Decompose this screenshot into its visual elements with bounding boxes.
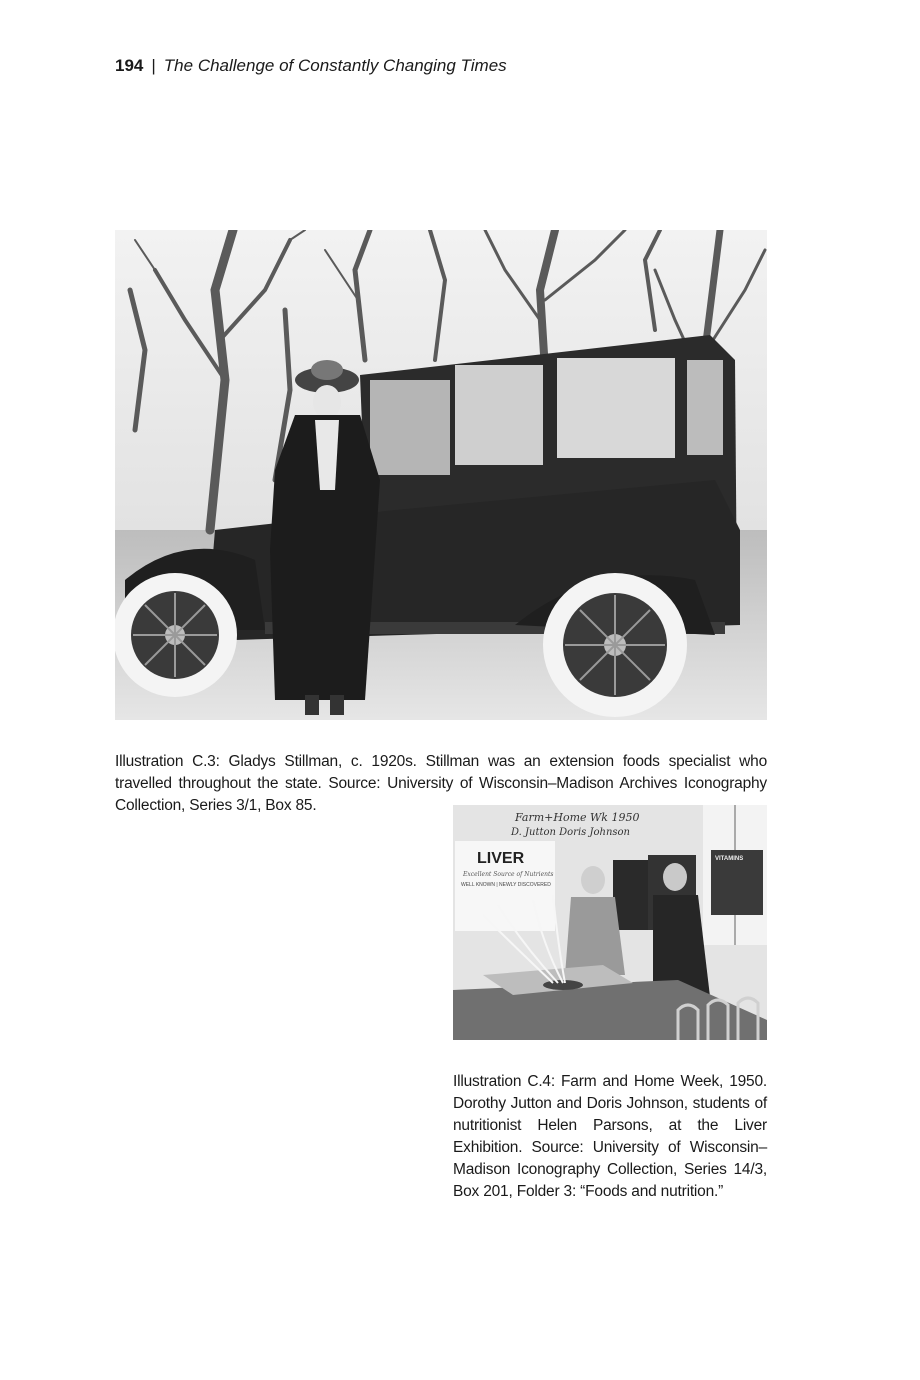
poster-line: WELL KNOWN | NEWLY DISCOVERED: [461, 882, 551, 888]
page-number: 194: [115, 56, 144, 75]
liver-photo-graphic: [453, 805, 767, 1040]
header-separator: |: [151, 56, 156, 75]
illustration-c3-caption: Illustration C.3: Gladys Stillman, c. 1920s. Stillman was an extension foods specialist who travelled throughout the state. Source: University of Wisconsin–Madison Archives Iconography Collection, Series 3/1, Box 85.: [115, 752, 767, 814]
photo-gladys-stillman-car: [115, 230, 767, 720]
book-title: The Challenge of Constantly Changing Times: [163, 56, 507, 75]
poster-subtitle: Excellent Source of Nutrients: [463, 871, 554, 878]
photo-liver-exhibition: [453, 805, 767, 1040]
handwritten-note-line1: Farm+Home Wk 1950: [515, 811, 640, 824]
poster-vitamins: VITAMINS: [715, 856, 744, 862]
poster-liver-title: LIVER: [477, 850, 525, 867]
car-photo-graphic: [115, 230, 767, 720]
illustration-c4-caption: Illustration C.4: Farm and Home Week, 1950. Dorothy Jutton and Doris Johnson, students of nutritionist Helen Parsons, at the Liver Exhibition. Source: University of Wisconsin–Madison Iconography Collection, Series 14/3, Box 201, Folder 3: “Foods and nutrition.”: [453, 1072, 767, 1200]
running-head: [115, 55, 507, 77]
handwritten-note-line2: D. Jutton Doris Johnson: [511, 827, 630, 838]
